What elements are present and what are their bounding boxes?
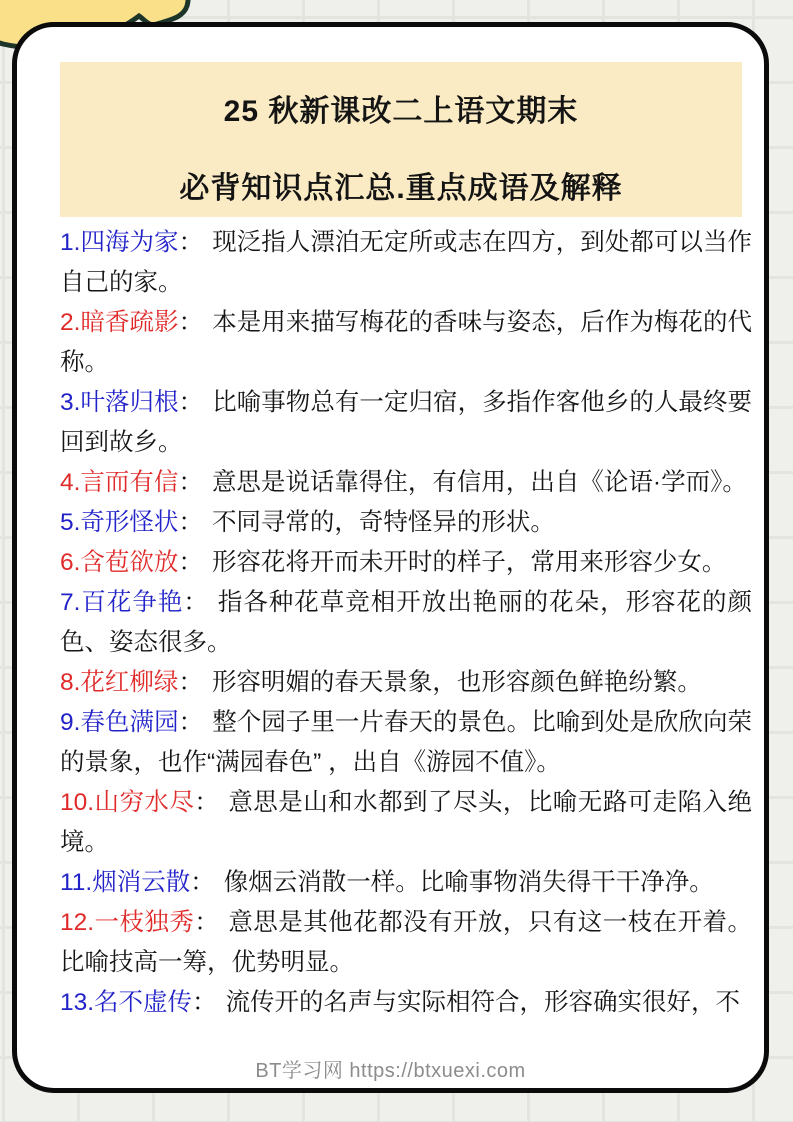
idiom-label: 1.四海为家 [60,229,179,256]
idiom-item [60,463,752,503]
idiom-definition: 现泛指人漂泊无定所或志在四方，到处都可以当作自己的家。 [60,229,753,296]
idiom-list [60,223,752,1023]
idiom-item [60,303,752,383]
idiom-item [60,983,752,1023]
idiom-colon: ： [178,389,204,416]
idiom-label: 2.暗香疏影 [60,309,179,336]
idiom-definition: 比喻事物总有一定归宿，多指作客他乡的人最终要回到故乡。 [60,389,753,456]
idiom-colon: ： [178,549,203,576]
idiom-definition: 形容明媚的春天景象，也形容颜色鲜艳纷繁。 [211,669,702,696]
idiom-colon: ： [194,789,220,816]
idiom-colon: ： [178,709,204,736]
title-banner [60,62,742,217]
idiom-item [60,503,752,543]
idiom-label: 8.花红柳绿 [60,669,179,696]
idiom-colon: ： [178,229,204,256]
page-title-line2: 必背知识点汇总.重点成语及解释 [179,172,623,205]
idiom-colon: ： [178,309,204,336]
idiom-colon: ： [178,669,203,696]
idiom-label: 7.百花争艳 [60,589,184,616]
idiom-item [60,583,752,663]
notes-card [12,22,769,1093]
idiom-colon: ： [183,589,209,616]
idiom-colon: ： [192,989,217,1016]
idiom-definition: 整个园子里一片春天的景色。比喻到处是欣欣向荣的景象，也作“满园春色” ，出自《游园不值》。 [60,709,753,776]
idiom-definition: 像烟云消散一样。比喻事物消失得干干净净。 [223,869,714,896]
idiom-definition: 流传开的名声与实际相符合，形容确实很好，不 [225,989,741,1016]
idiom-item [60,663,752,703]
idiom-label: 9.春色满园 [60,709,179,736]
idiom-item [60,703,752,783]
idiom-item [60,543,752,583]
idiom-definition: 意思是其他花都没有开放，只有这一枝在开着。比喻技高一筹，优势明显。 [60,909,753,976]
idiom-definition: 形容花将开而未开时的样子，常用来形容少女。 [211,549,727,576]
idiom-colon: ： [194,909,220,936]
idiom-definition: 不同寻常的，奇特怪异的形状。 [211,509,555,536]
idiom-label: 6.含苞欲放 [60,549,179,576]
idiom-item [60,783,752,863]
idiom-label: 5.奇形怪状 [60,509,179,536]
idiom-label: 10.山穷水尽 [60,789,195,816]
idiom-label: 13.名不虚传 [60,989,193,1016]
idiom-colon: ： [190,869,215,896]
idiom-label: 12.一枝独秀 [60,909,195,936]
idiom-definition: 指各种花草竞相开放出艳丽的花朵，形容花的颜色、姿态很多。 [60,589,753,656]
idiom-colon: ： [178,469,203,496]
idiom-definition: 意思是说话靠得住，有信用，出自《论语·学而》。 [211,469,747,496]
page-title-line1: 25 秋新课改二上语文期末 [223,95,579,128]
idiom-item [60,863,752,903]
idiom-label: 11.烟消云散 [60,869,191,896]
idiom-label: 4.言而有信 [60,469,179,496]
idiom-item [60,903,752,983]
idiom-colon: ： [178,509,203,536]
idiom-label: 3.叶落归根 [60,389,179,416]
idiom-definition: 本是用来描写梅花的香味与姿态，后作为梅花的代称。 [60,309,753,376]
watermark: BT学习网 https://btxuexi.com [255,1060,526,1082]
idiom-item [60,223,752,303]
idiom-definition: 意思是山和水都到了尽头，比喻无路可走陷入绝境。 [60,789,753,856]
idiom-item [60,383,752,463]
